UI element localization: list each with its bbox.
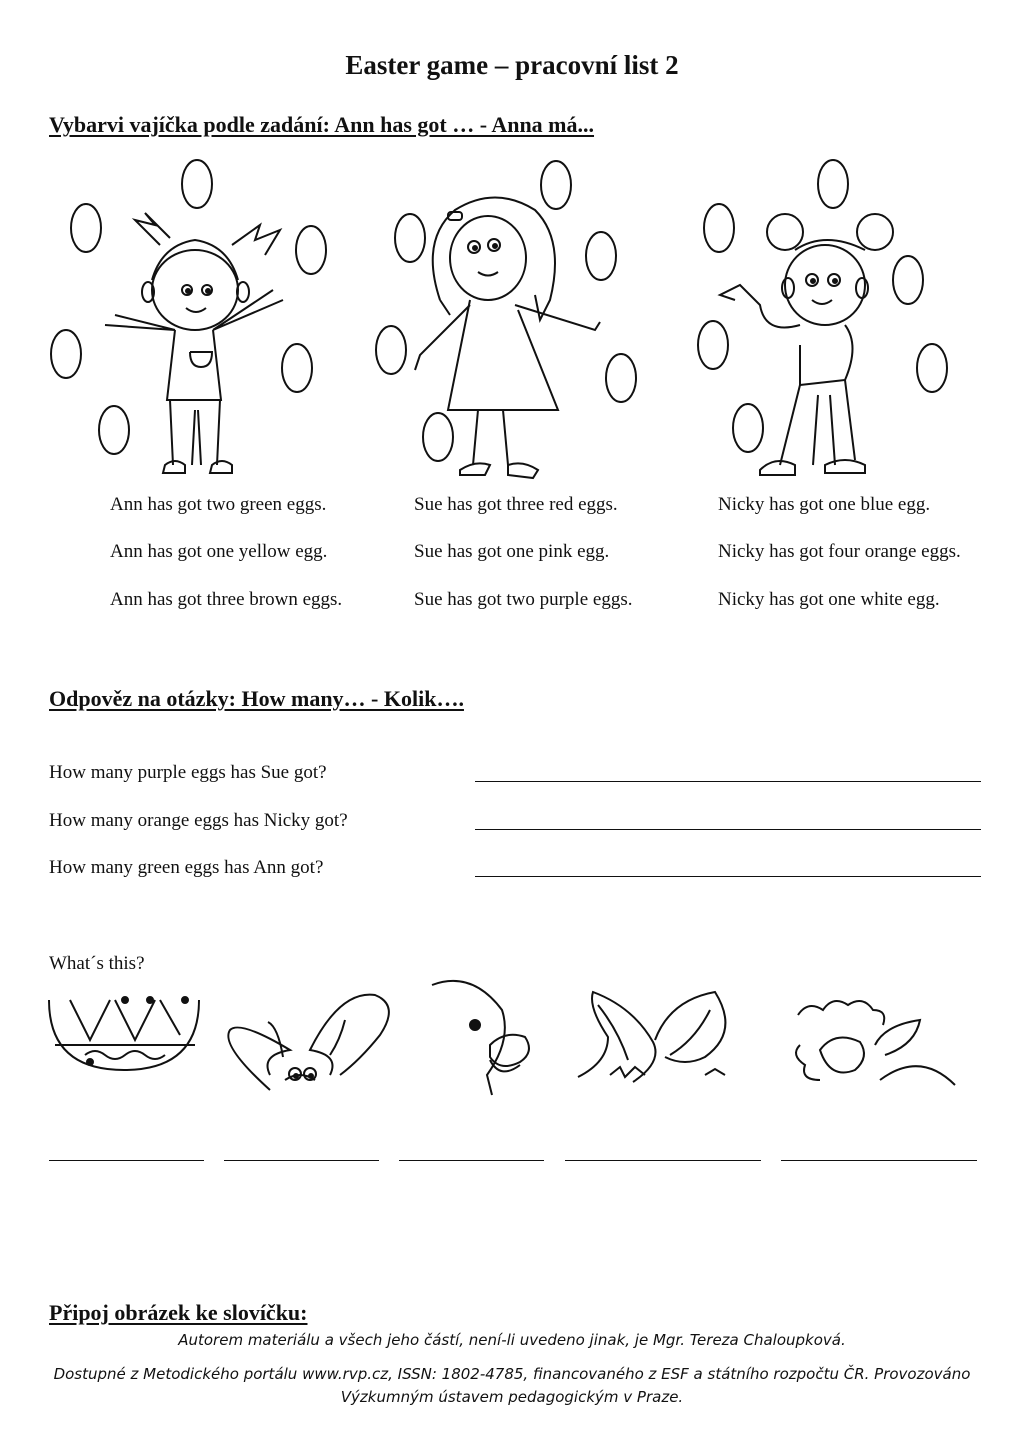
egg-outline bbox=[698, 321, 728, 369]
answer-line-1[interactable] bbox=[475, 781, 981, 782]
egg-outline bbox=[99, 406, 129, 454]
egg-outline bbox=[606, 354, 636, 402]
egg-outline bbox=[541, 161, 571, 209]
picture-lamb bbox=[796, 1001, 955, 1085]
egg-outline bbox=[182, 160, 212, 208]
footer-author: Autorem materiálu a všech jeho částí, není-li uvedeno jinak, je Mgr. Tereza Chaloupková. bbox=[178, 1331, 846, 1349]
picture-easter-egg bbox=[49, 997, 199, 1070]
whats-this-prompt: What´s this? bbox=[49, 953, 145, 974]
sue-figure bbox=[376, 161, 636, 478]
ann-sentence-3: Ann has got three brown eggs. bbox=[110, 589, 343, 610]
picture-bunny bbox=[228, 995, 389, 1090]
egg-outline bbox=[917, 344, 947, 392]
sue-sentence-2: Sue has got one pink egg. bbox=[414, 541, 610, 562]
egg-outline bbox=[818, 160, 848, 208]
ann-figure bbox=[51, 160, 326, 473]
question-3: How many green eggs has Ann got? bbox=[49, 857, 324, 878]
egg-outline bbox=[395, 214, 425, 262]
egg-outline bbox=[586, 232, 616, 280]
picture-answer-line-3[interactable] bbox=[399, 1160, 544, 1161]
sue-sentence-1: Sue has got three red eggs. bbox=[414, 494, 618, 515]
question-1: How many purple eggs has Sue got? bbox=[49, 762, 327, 783]
egg-outline bbox=[282, 344, 312, 392]
footer-source: Dostupné z Metodického portálu www.rvp.cz, ISSN: 1802-4785, financovaného z ESF a státního rozpočtu ČR. Provozováno bbox=[53, 1365, 971, 1383]
section4-heading: Připoj obrázek ke slovíčku: bbox=[49, 1300, 308, 1325]
picture-answer-line-5[interactable] bbox=[781, 1160, 977, 1161]
picture-answer-line-4[interactable] bbox=[565, 1160, 761, 1161]
nicky-sentence-1: Nicky has got one blue egg. bbox=[718, 494, 931, 515]
egg-outline bbox=[893, 256, 923, 304]
page-title: Easter game – pracovní list 2 bbox=[345, 50, 679, 80]
nicky-figure bbox=[698, 160, 947, 475]
picture-tulip-leaves bbox=[578, 992, 725, 1082]
egg-outline bbox=[733, 404, 763, 452]
egg-outline bbox=[71, 204, 101, 252]
egg-outline bbox=[423, 413, 453, 461]
picture-chick bbox=[432, 981, 529, 1095]
picture-answer-line-1[interactable] bbox=[49, 1160, 204, 1161]
question-2: How many orange eggs has Nicky got? bbox=[49, 810, 348, 831]
egg-outline bbox=[704, 204, 734, 252]
footer-institution: Výzkumným ústavem pedagogickým v Praze. bbox=[340, 1388, 684, 1406]
answer-line-2[interactable] bbox=[475, 829, 981, 830]
ann-sentence-2: Ann has got one yellow egg. bbox=[110, 541, 328, 562]
sue-sentence-3: Sue has got two purple eggs. bbox=[414, 589, 633, 610]
section2-heading: Odpověz na otázky: How many… - Kolik…. bbox=[49, 686, 464, 711]
nicky-sentence-3: Nicky has got one white egg. bbox=[718, 589, 940, 610]
egg-outline bbox=[51, 330, 81, 378]
picture-answer-line-2[interactable] bbox=[224, 1160, 379, 1161]
egg-outline bbox=[296, 226, 326, 274]
egg-outline bbox=[376, 326, 406, 374]
nicky-sentence-2: Nicky has got four orange eggs. bbox=[718, 541, 961, 562]
ann-sentence-1: Ann has got two green eggs. bbox=[110, 494, 327, 515]
answer-line-3[interactable] bbox=[475, 876, 981, 877]
section1-heading: Vybarvi vajíčka podle zadání: Ann has got … - Anna má... bbox=[49, 112, 595, 137]
